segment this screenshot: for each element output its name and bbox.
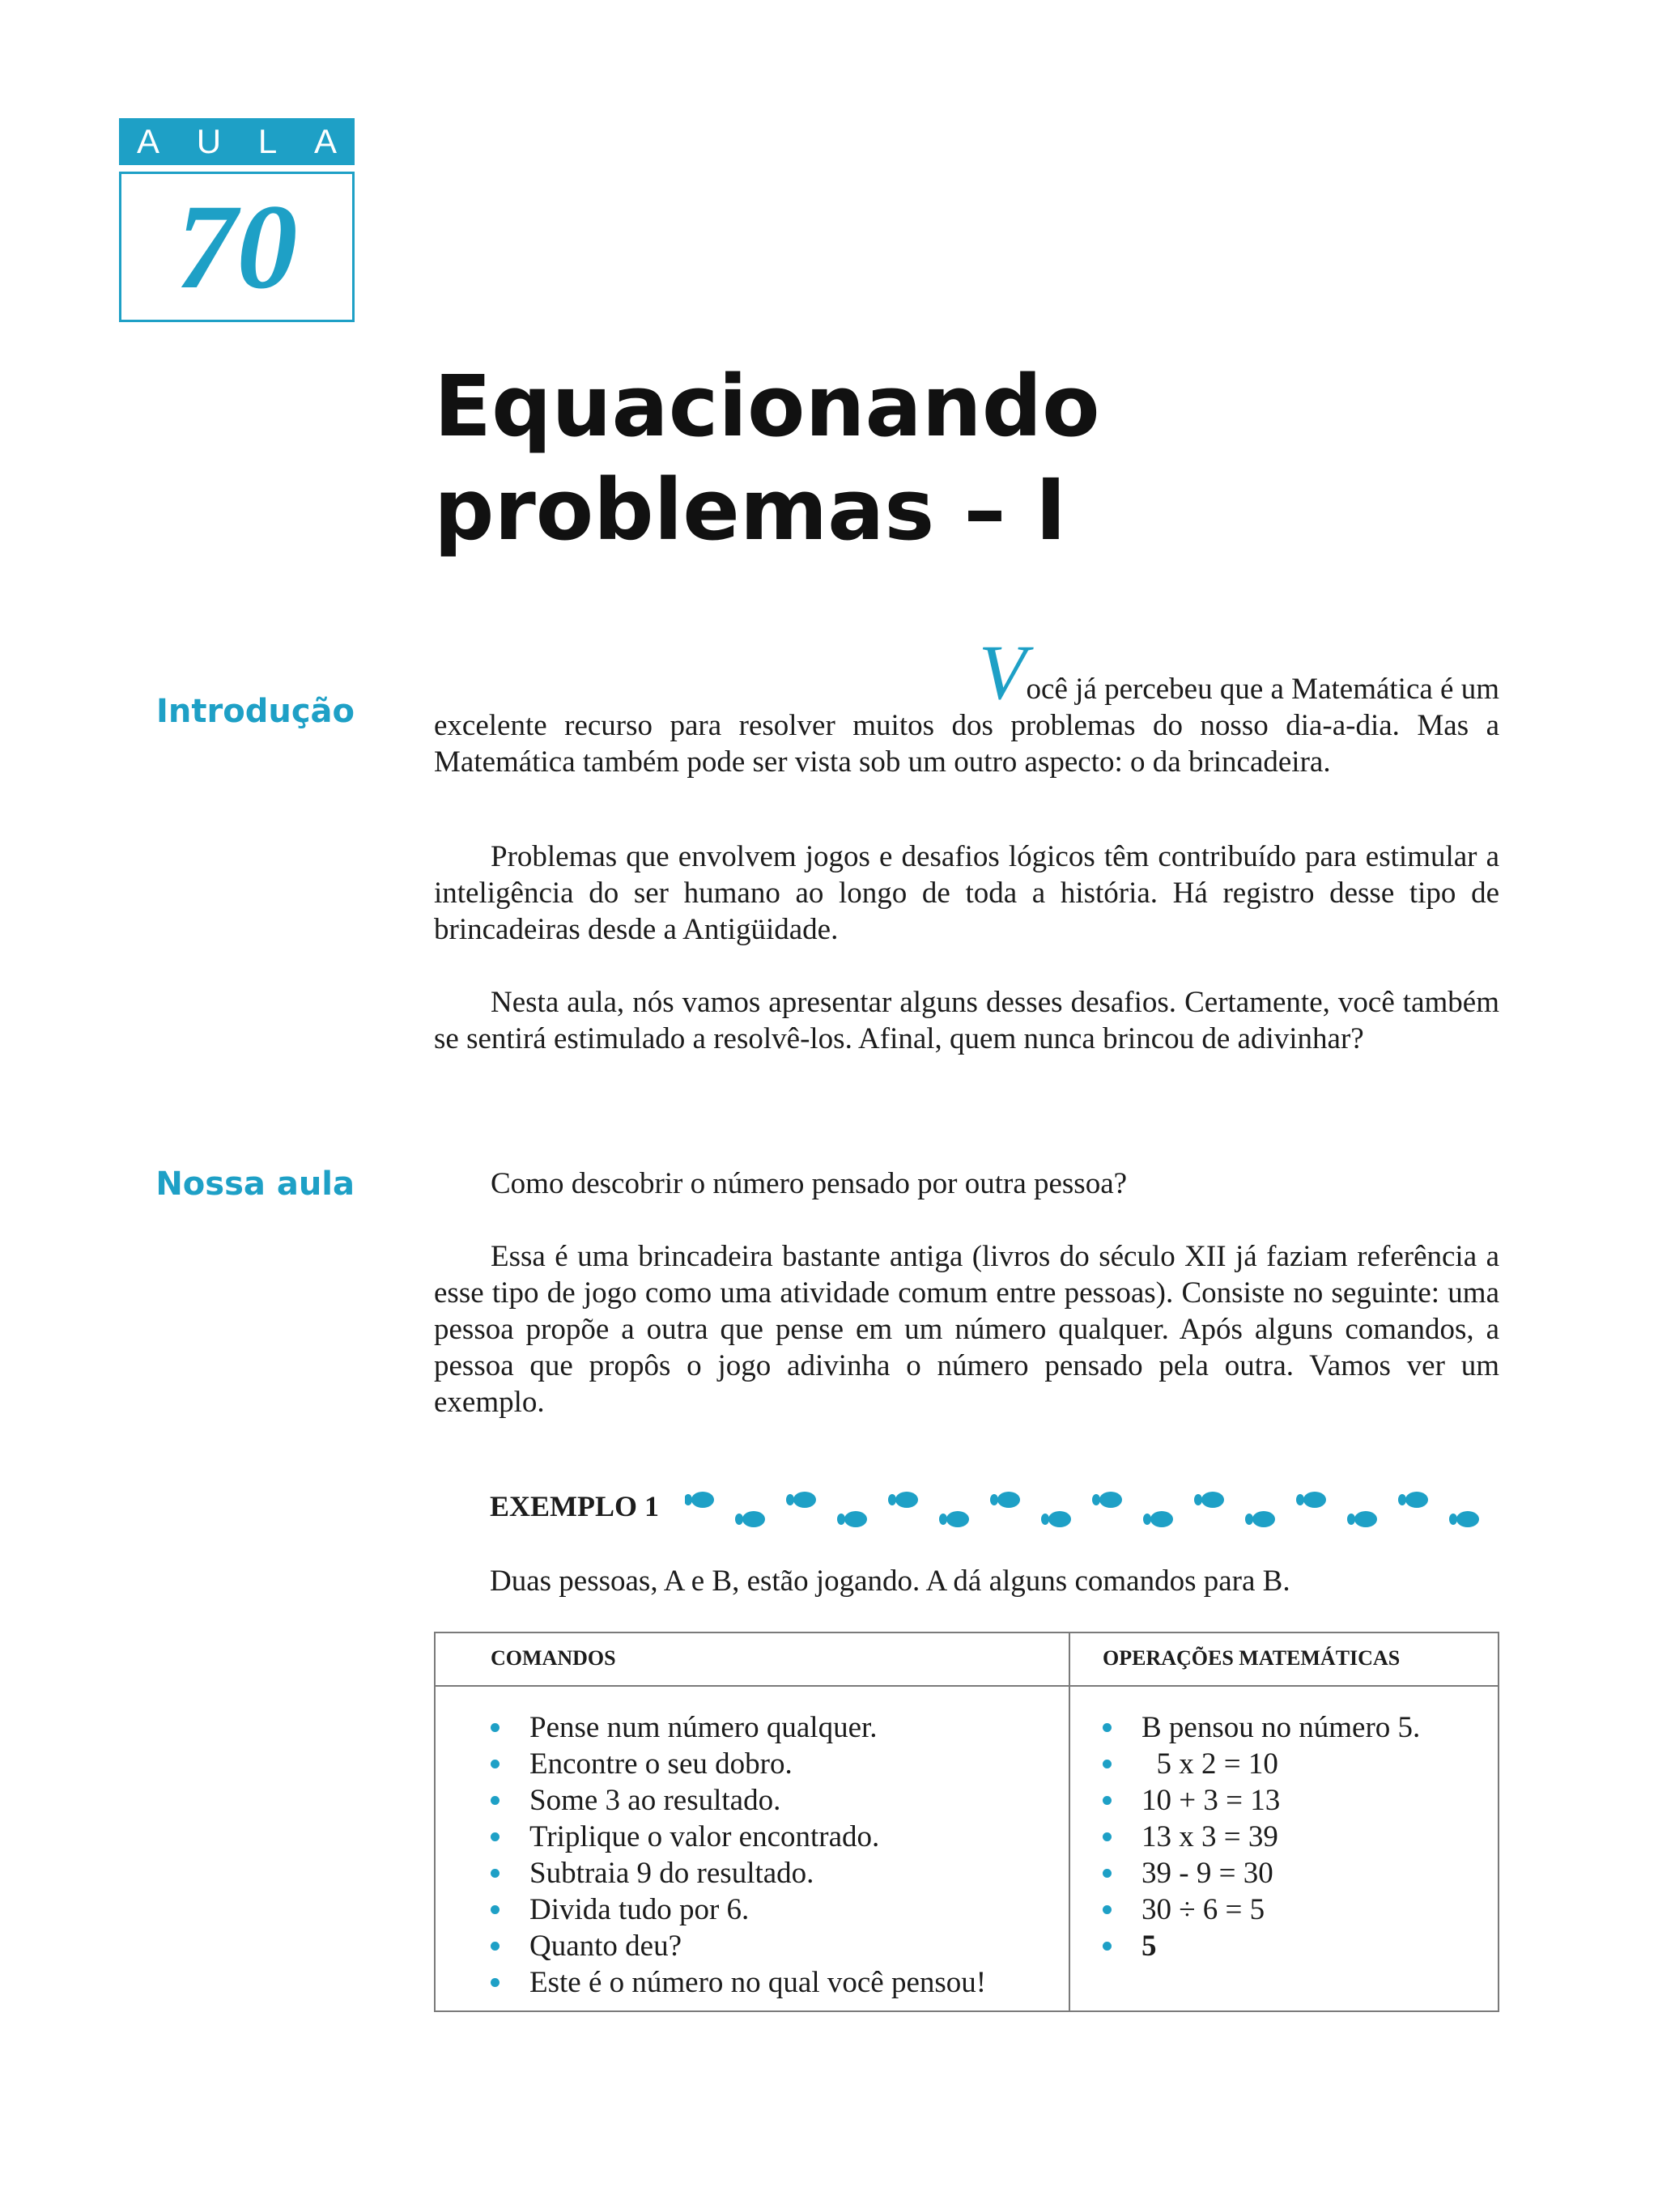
footprint-sole bbox=[691, 1492, 714, 1508]
intro-paragraph-3 bbox=[434, 984, 1499, 1057]
footprint-sole bbox=[1456, 1511, 1479, 1527]
footprint-heel bbox=[837, 1514, 845, 1525]
commands-list bbox=[491, 1709, 986, 2001]
footprint-heel bbox=[786, 1494, 794, 1505]
command-text: Este é o número no qual você pensou! bbox=[529, 1966, 987, 1999]
bullet-dot-icon bbox=[491, 1905, 500, 1914]
list-item bbox=[1103, 1819, 1420, 1855]
footprint-sole bbox=[742, 1511, 765, 1527]
footprint-heel bbox=[1092, 1494, 1100, 1505]
command-text: Encontre o seu dobro. bbox=[529, 1747, 793, 1781]
bullet-dot-icon bbox=[491, 1869, 500, 1878]
bullet-dot-icon bbox=[491, 1760, 500, 1768]
footprint-sole bbox=[1405, 1492, 1428, 1508]
footprint-sole bbox=[1150, 1511, 1173, 1527]
footprint-heel bbox=[990, 1494, 998, 1505]
footprint-heel bbox=[939, 1514, 947, 1525]
footprint-heel bbox=[735, 1514, 743, 1525]
footprints-icon bbox=[685, 1486, 1499, 1535]
footprint-sole bbox=[1303, 1492, 1326, 1508]
bullet-dot-icon bbox=[491, 1832, 500, 1841]
command-text: Divida tudo por 6. bbox=[529, 1893, 750, 1926]
operation-text: 39 - 9 = 30 bbox=[1141, 1857, 1273, 1890]
nossa-paragraph-2-text: Essa é uma brincadeira bastante antiga (livros do século XII já faziam referência a esse tipo de jogo como uma atividade comum entre pessoas). Consiste no seguinte: uma pessoa propõe a outra que pense em um número qualquer. Após alguns comandos, a pessoa que propôs o jogo adivinha o número pensado pela outra. Vamos ver um exemplo. bbox=[434, 1240, 1499, 1419]
intro-paragraph-1 bbox=[434, 629, 1499, 780]
list-item bbox=[1103, 1709, 1420, 1746]
intro-paragraph-3-text: Nesta aula, nós vamos apresentar alguns desses desafios. Certamente, você também se sentirá estimulado a resolvê-los. Afinal, quem nunca brincou de adivinhar? bbox=[434, 986, 1499, 1055]
intro-first-line bbox=[434, 629, 1499, 715]
intro-paragraph-2 bbox=[434, 839, 1499, 948]
footprint-heel bbox=[1449, 1514, 1457, 1525]
footprint-sole bbox=[1354, 1511, 1377, 1527]
page-title bbox=[434, 355, 1567, 562]
footprint-sole bbox=[1201, 1492, 1224, 1508]
title-line-2: problemas – I bbox=[434, 461, 1067, 559]
footprint-sole bbox=[1252, 1511, 1275, 1527]
list-item bbox=[1103, 1855, 1420, 1891]
operation-text: 10 + 3 = 13 bbox=[1141, 1784, 1281, 1817]
example-label: EXEMPLO 1 bbox=[490, 1490, 660, 1522]
footprint-sole bbox=[946, 1511, 969, 1527]
lesson-letter: A bbox=[137, 122, 160, 160]
bullet-dot-icon bbox=[1103, 1796, 1112, 1805]
footprint-heel bbox=[685, 1494, 692, 1505]
command-text: Quanto deu? bbox=[529, 1930, 682, 1963]
section-label-nossa-aula: Nossa aula bbox=[155, 1165, 355, 1203]
footprint-sole bbox=[793, 1492, 816, 1508]
drop-cap: V bbox=[978, 629, 1027, 715]
bullet-dot-icon bbox=[491, 1796, 500, 1805]
list-item bbox=[491, 1855, 986, 1891]
bullet-dot-icon bbox=[1103, 1760, 1112, 1768]
table-header-operations: OPERAÇÕES MATEMÁTICAS bbox=[1103, 1646, 1401, 1670]
bullet-dot-icon bbox=[1103, 1942, 1112, 1951]
footprint-sole bbox=[1048, 1511, 1071, 1527]
intro-paragraph-2-text: Problemas que envolvem jogos e desafios lógicos têm contribuído para estimular a inteligência do ser humano ao longo de toda a história. Há registro desse tipo de brincadeiras desde a Antigüidade. bbox=[434, 840, 1499, 946]
bullet-dot-icon bbox=[491, 1942, 500, 1951]
operations-list bbox=[1103, 1709, 1420, 1964]
operation-text: 30 ÷ 6 = 5 bbox=[1141, 1893, 1265, 1926]
footprint-heel bbox=[1296, 1494, 1304, 1505]
list-item bbox=[491, 1819, 986, 1855]
footprint-heel bbox=[1041, 1514, 1049, 1525]
footprint-sole bbox=[844, 1511, 867, 1527]
table-column-divider bbox=[1069, 1633, 1070, 2010]
command-text: Subtraia 9 do resultado. bbox=[529, 1857, 814, 1890]
list-item bbox=[491, 1746, 986, 1782]
lesson-letter: U bbox=[196, 122, 222, 160]
bullet-dot-icon bbox=[1103, 1869, 1112, 1878]
bullet-dot-icon bbox=[1103, 1832, 1112, 1841]
footprint-heel bbox=[1194, 1494, 1202, 1505]
bullet-dot-icon bbox=[491, 1723, 500, 1732]
footprint-heel bbox=[888, 1494, 896, 1505]
commands-table bbox=[434, 1632, 1499, 2012]
table-header-commands: COMANDOS bbox=[491, 1646, 616, 1670]
operation-result: 5 bbox=[1141, 1930, 1157, 1963]
bullet-dot-icon bbox=[1103, 1723, 1112, 1732]
footprint-sole bbox=[1099, 1492, 1122, 1508]
list-item bbox=[491, 1782, 986, 1819]
lesson-letter: L bbox=[257, 122, 278, 160]
intro-first-line-text: ocê já percebeu que a Matemática é um bbox=[1026, 673, 1499, 706]
list-item bbox=[1103, 1891, 1420, 1928]
lesson-badge bbox=[119, 118, 355, 322]
footprint-sole bbox=[895, 1492, 918, 1508]
command-text: Triplique o valor encontrado. bbox=[529, 1820, 880, 1853]
title-line-1: Equacionando bbox=[434, 357, 1100, 456]
lesson-number: 70 bbox=[119, 172, 355, 322]
example-description: Duas pessoas, A e B, estão jogando. A dá alguns comandos para B. bbox=[490, 1565, 1290, 1598]
footprint-heel bbox=[1347, 1514, 1355, 1525]
operation-text: B pensou no número 5. bbox=[1141, 1711, 1421, 1744]
nossa-paragraph-2 bbox=[434, 1238, 1499, 1420]
operation-text: 5 x 2 = 10 bbox=[1141, 1747, 1278, 1781]
command-text: Some 3 ao resultado. bbox=[529, 1784, 781, 1817]
section-label-introducao: Introdução bbox=[156, 693, 355, 730]
lesson-label-strip bbox=[119, 118, 355, 165]
nossa-question: Como descobrir o número pensado por outra pessoa? bbox=[491, 1167, 1128, 1200]
list-item bbox=[491, 1891, 986, 1928]
nossa-paragraph-1 bbox=[434, 1165, 1499, 1202]
footprint-heel bbox=[1245, 1514, 1253, 1525]
list-item bbox=[491, 1928, 986, 1964]
list-item bbox=[1103, 1928, 1420, 1964]
bullet-dot-icon bbox=[1103, 1905, 1112, 1914]
list-item bbox=[1103, 1782, 1420, 1819]
footprint-sole bbox=[997, 1492, 1020, 1508]
list-item bbox=[1103, 1746, 1420, 1782]
bullet-dot-icon bbox=[491, 1978, 500, 1987]
command-text: Pense num número qualquer. bbox=[529, 1711, 878, 1744]
intro-paragraph-1-rest: excelente recurso para resolver muitos dos problemas do nosso dia-a-dia. Mas a Matemática também pode ser vista sob um outro aspecto: o da brincadeira. bbox=[434, 709, 1499, 779]
table-header-divider bbox=[436, 1685, 1498, 1687]
operation-text: 13 x 3 = 39 bbox=[1141, 1820, 1278, 1853]
footprint-heel bbox=[1143, 1514, 1151, 1525]
lesson-letter: A bbox=[313, 122, 337, 160]
list-item bbox=[491, 1709, 986, 1746]
footprint-heel bbox=[1398, 1494, 1406, 1505]
list-item bbox=[491, 1964, 986, 2001]
